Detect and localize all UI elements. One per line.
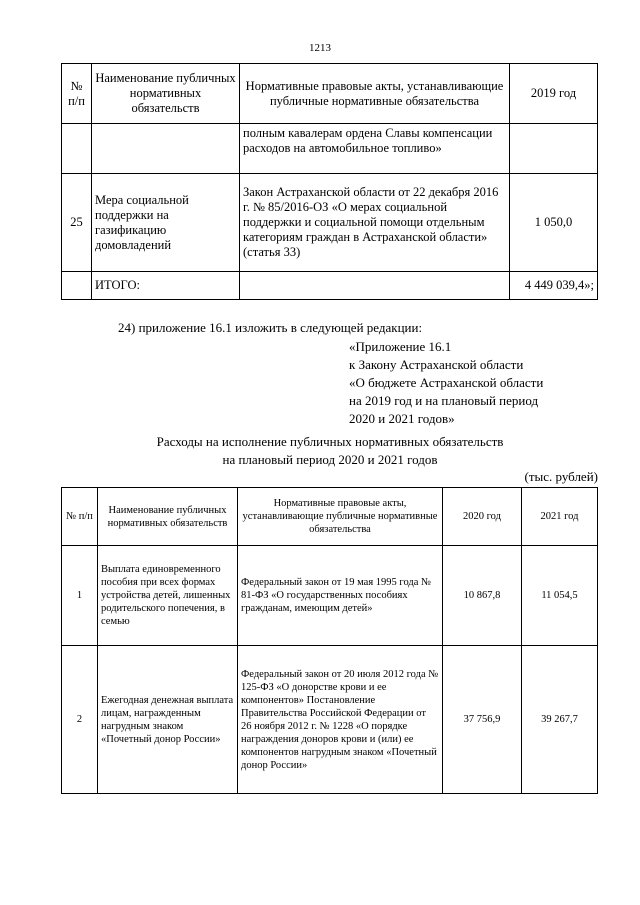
row-number: 2: [62, 646, 98, 794]
row-law: Федеральный закон от 20 июля 2012 года № 125-ФЗ «О донорстве крови и ее компонентов» Постановление Правительства Российской Федерации от 26 ноября 2012 г. № 1228 «О порядке награждения доноров крови и (или) ее компонентов нагрудным знаком «Почетный донор России»: [238, 646, 443, 794]
table-row: [62, 546, 598, 646]
header-law: Нормативные правовые акты, устанавливающие публичные нормативные обязательства: [238, 488, 443, 546]
header-2021: 2021 год: [522, 488, 598, 546]
row-number: 1: [62, 546, 98, 646]
total-label: ИТОГО:: [92, 272, 240, 300]
title-line: Расходы на исполнение публичных нормативных обязательств: [156, 434, 504, 449]
row-name: Мера социальной поддержки на газификацию домовладений: [92, 174, 240, 272]
table-row: [62, 174, 598, 272]
row-value-2021: 11 054,5: [522, 546, 598, 646]
row-value-2021: 39 267,7: [522, 646, 598, 794]
table-2019: [61, 63, 598, 300]
header-number: № п/п: [62, 488, 98, 546]
page-number: 1213: [309, 42, 331, 54]
row-name: Выплата единовременного пособия при всех формах устройства детей, лишенных родительского попечения, в семью: [98, 546, 238, 646]
appendix-line: 2020 и 2021 годов»: [349, 411, 455, 426]
row-name: Ежегодная денежная выплата лицам, награжденным нагрудным знаком «Почетный донор России»: [98, 646, 238, 794]
appendix-header: [349, 338, 609, 428]
table-row-continuation: [62, 124, 598, 174]
header-2020: 2020 год: [443, 488, 522, 546]
total-value: 4 449 039,4»;: [510, 272, 598, 300]
row-number: 25: [62, 174, 92, 272]
table-2020-2021: [61, 487, 598, 794]
header-law: Нормативные правовые акты, устанавливающие публичные нормативные обязательства: [240, 64, 510, 124]
row-law: Закон Астраханской области от 22 декабря 2016 г. № 85/2016-ОЗ «О мерах социальной поддержки и социальной помощи отдельным категориям граждан в Астраханской области» (статья 33): [240, 174, 510, 272]
header-name: Наименование публичных нормативных обязательств: [92, 64, 240, 124]
appendix-line: «Приложение 16.1: [349, 339, 452, 354]
header-name: Наименование публичных нормативных обязательств: [98, 488, 238, 546]
units-label: (тыс. рублей): [524, 469, 598, 484]
row-value-2019: 1 050,0: [510, 174, 598, 272]
continuation-law: полным кавалерам ордена Славы компенсации расходов на автомобильное топливо»: [240, 124, 510, 174]
table-row: [62, 646, 598, 794]
document-title: [0, 433, 640, 469]
appendix-line: на 2019 год и на плановый период: [349, 393, 539, 408]
total-row: [62, 272, 598, 300]
instruction-text: 24) приложение 16.1 изложить в следующей редакции:: [118, 320, 423, 335]
table-header-row: [62, 488, 598, 546]
table-header-row: [62, 64, 598, 124]
row-value-2020: 37 756,9: [443, 646, 522, 794]
title-line: на плановый период 2020 и 2021 годов: [222, 452, 438, 467]
row-law: Федеральный закон от 19 мая 1995 года № 81-ФЗ «О государственных пособиях гражданам, имеющим детей»: [238, 546, 443, 646]
header-2019: 2019 год: [510, 64, 598, 124]
appendix-line: к Закону Астраханской области: [349, 357, 524, 372]
header-number: № п/п: [62, 64, 92, 124]
appendix-line: «О бюджете Астраханской области: [349, 375, 544, 390]
row-value-2020: 10 867,8: [443, 546, 522, 646]
